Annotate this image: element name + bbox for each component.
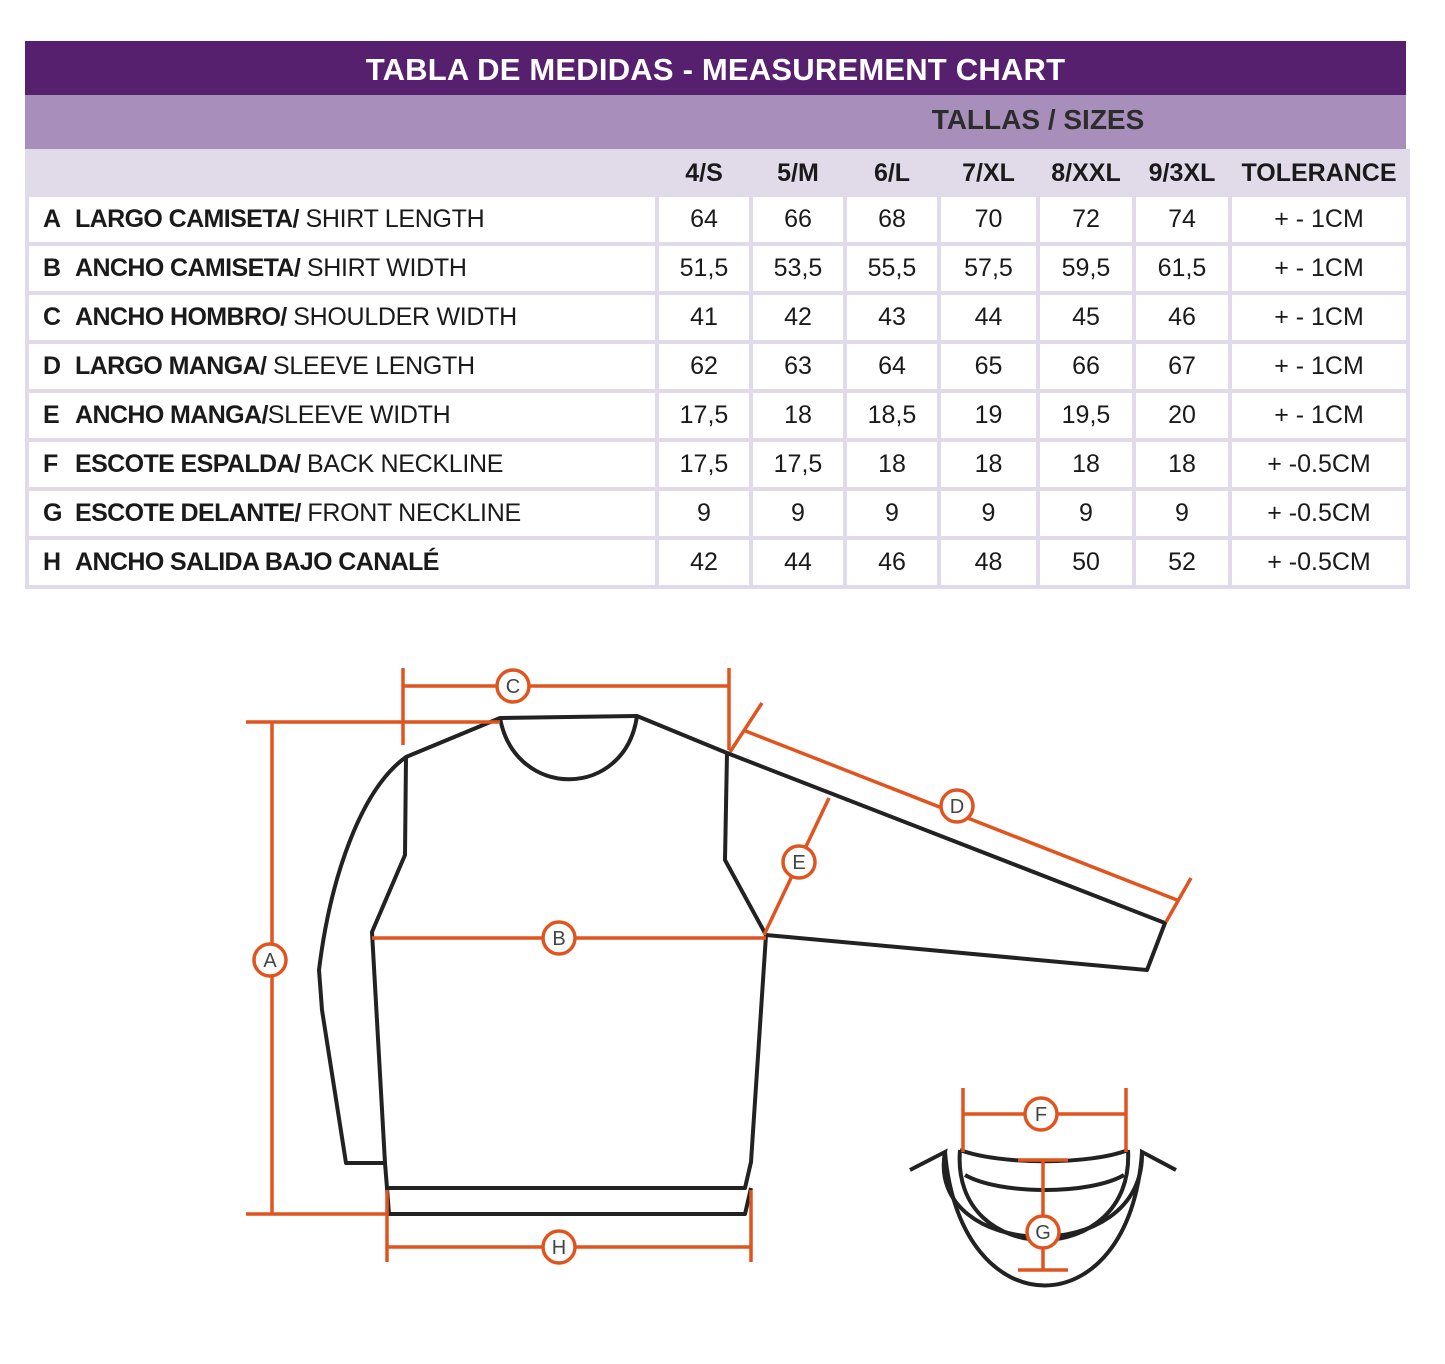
tolerance-cell: + -0.5CM <box>1232 540 1406 585</box>
size-value-cell: 51,5 <box>659 246 749 291</box>
sizes-header: TALLAS / SIZES <box>931 104 1145 135</box>
label-e: E <box>792 852 806 874</box>
size-value-cell: 18 <box>847 442 937 487</box>
size-value-cell: 44 <box>753 540 843 585</box>
size-value-cell: 68 <box>847 197 937 242</box>
row-label <box>29 442 655 487</box>
tolerance-cell: + - 1CM <box>1232 246 1406 291</box>
size-value-cell: 64 <box>847 344 937 389</box>
size-value-cell: 18 <box>941 442 1036 487</box>
column-header: 5/M <box>753 153 843 193</box>
table-row <box>29 393 1406 438</box>
label-a: A <box>263 950 277 972</box>
size-value-cell: 53,5 <box>753 246 843 291</box>
column-header: 6/L <box>847 153 937 193</box>
row-label-es: ESCOTE DELANTE/ <box>75 499 301 527</box>
row-letter: A <box>43 205 62 233</box>
measurement-chart <box>25 41 1406 589</box>
table-row <box>29 295 1406 340</box>
column-header: 7/XL <box>941 153 1036 193</box>
table-row <box>29 344 1406 389</box>
label-letters <box>263 676 1050 1259</box>
row-letter: F <box>43 450 59 478</box>
label-c: C <box>505 676 521 698</box>
label-g: G <box>1035 1222 1051 1244</box>
size-value-cell: 65 <box>941 344 1036 389</box>
header-blank <box>29 153 655 193</box>
size-value-cell: 9 <box>1136 491 1228 536</box>
row-label-es: LARGO MANGA/ <box>75 352 267 380</box>
label-f: F <box>1034 1104 1048 1126</box>
size-value-cell: 18,5 <box>847 393 937 438</box>
size-value-cell: 9 <box>659 491 749 536</box>
measurement-table <box>25 149 1410 589</box>
row-label-en: FRONT NECKLINE <box>300 499 521 527</box>
size-value-cell: 17,5 <box>659 442 749 487</box>
size-value-cell: 18 <box>1040 442 1132 487</box>
row-label <box>29 393 655 438</box>
row-label-es: ANCHO HOMBRO/ <box>75 303 287 331</box>
size-value-cell: 19,5 <box>1040 393 1132 438</box>
size-value-cell: 46 <box>847 540 937 585</box>
row-label-en: BACK NECKLINE <box>300 450 504 478</box>
tolerance-cell: + - 1CM <box>1232 295 1406 340</box>
row-label <box>29 295 655 340</box>
size-value-cell: 72 <box>1040 197 1132 242</box>
column-header: 4/S <box>659 153 749 193</box>
tolerance-cell: + - 1CM <box>1232 393 1406 438</box>
row-letter: C <box>43 303 62 331</box>
size-value-cell: 18 <box>753 393 843 438</box>
row-label-en: SHOULDER WIDTH <box>286 303 517 331</box>
table-row <box>29 540 1406 585</box>
row-label-en: SHIRT LENGTH <box>298 205 485 233</box>
label-d: D <box>949 796 965 818</box>
row-label-en: SLEEVE WIDTH <box>267 401 451 429</box>
table-row <box>29 491 1406 536</box>
row-label-es: ESCOTE ESPALDA/ <box>75 450 301 478</box>
row-letter: B <box>43 254 62 282</box>
size-value-cell: 66 <box>753 197 843 242</box>
tolerance-cell: + -0.5CM <box>1232 442 1406 487</box>
size-value-cell: 63 <box>753 344 843 389</box>
size-value-cell: 42 <box>753 295 843 340</box>
tolerance-cell: + - 1CM <box>1232 344 1406 389</box>
row-label-es: ANCHO MANGA/ <box>75 401 268 429</box>
size-value-cell: 9 <box>753 491 843 536</box>
size-value-cell: 67 <box>1136 344 1228 389</box>
size-value-cell: 52 <box>1136 540 1228 585</box>
size-value-cell: 42 <box>659 540 749 585</box>
size-value-cell: 19 <box>941 393 1036 438</box>
table-row <box>29 197 1406 242</box>
column-header: 8/XXL <box>1040 153 1132 193</box>
table-row <box>29 442 1406 487</box>
size-value-cell: 9 <box>847 491 937 536</box>
size-value-cell: 64 <box>659 197 749 242</box>
tolerance-cell: + -0.5CM <box>1232 491 1406 536</box>
row-letter: H <box>43 548 62 576</box>
size-value-cell: 45 <box>1040 295 1132 340</box>
column-header: TOLERANCE <box>1232 153 1406 193</box>
row-letter: E <box>43 401 60 429</box>
size-value-cell: 17,5 <box>753 442 843 487</box>
table-row <box>29 246 1406 291</box>
size-value-cell: 61,5 <box>1136 246 1228 291</box>
size-value-cell: 50 <box>1040 540 1132 585</box>
size-value-cell: 74 <box>1136 197 1228 242</box>
size-value-cell: 44 <box>941 295 1036 340</box>
row-label-es: LARGO CAMISETA/ <box>75 205 299 233</box>
size-value-cell: 48 <box>941 540 1036 585</box>
row-label <box>29 491 655 536</box>
size-header-row <box>29 153 1406 193</box>
row-letter: D <box>43 352 62 380</box>
size-value-cell: 9 <box>941 491 1036 536</box>
row-label-en: SLEEVE LENGTH <box>266 352 475 380</box>
size-value-cell: 57,5 <box>941 246 1036 291</box>
chart-title: TABLA DE MEDIDAS - MEASUREMENT CHART <box>25 41 1406 95</box>
row-label <box>29 344 655 389</box>
size-value-cell: 20 <box>1136 393 1228 438</box>
tolerance-cell: + - 1CM <box>1232 197 1406 242</box>
row-label-es: ANCHO CAMISETA/ <box>75 254 301 282</box>
column-header: 9/3XL <box>1136 153 1228 193</box>
sweater-diagram <box>0 600 1445 1340</box>
size-value-cell: 18 <box>1136 442 1228 487</box>
size-value-cell: 9 <box>1040 491 1132 536</box>
size-value-cell: 55,5 <box>847 246 937 291</box>
size-value-cell: 70 <box>941 197 1036 242</box>
row-label-en: SHIRT WIDTH <box>300 254 467 282</box>
label-b: B <box>552 928 566 950</box>
size-value-cell: 46 <box>1136 295 1228 340</box>
size-value-cell: 66 <box>1040 344 1132 389</box>
size-value-cell: 62 <box>659 344 749 389</box>
label-h: H <box>551 1237 567 1259</box>
sizes-header-bar <box>25 95 1406 149</box>
size-value-cell: 59,5 <box>1040 246 1132 291</box>
row-letter: G <box>43 499 63 527</box>
sweater-outline <box>319 716 1165 1214</box>
size-value-cell: 41 <box>659 295 749 340</box>
row-label-es: ANCHO SALIDA BAJO CANALÉ <box>75 548 439 576</box>
size-value-cell: 43 <box>847 295 937 340</box>
row-label <box>29 197 655 242</box>
row-label <box>29 540 655 585</box>
row-label <box>29 246 655 291</box>
size-value-cell: 17,5 <box>659 393 749 438</box>
